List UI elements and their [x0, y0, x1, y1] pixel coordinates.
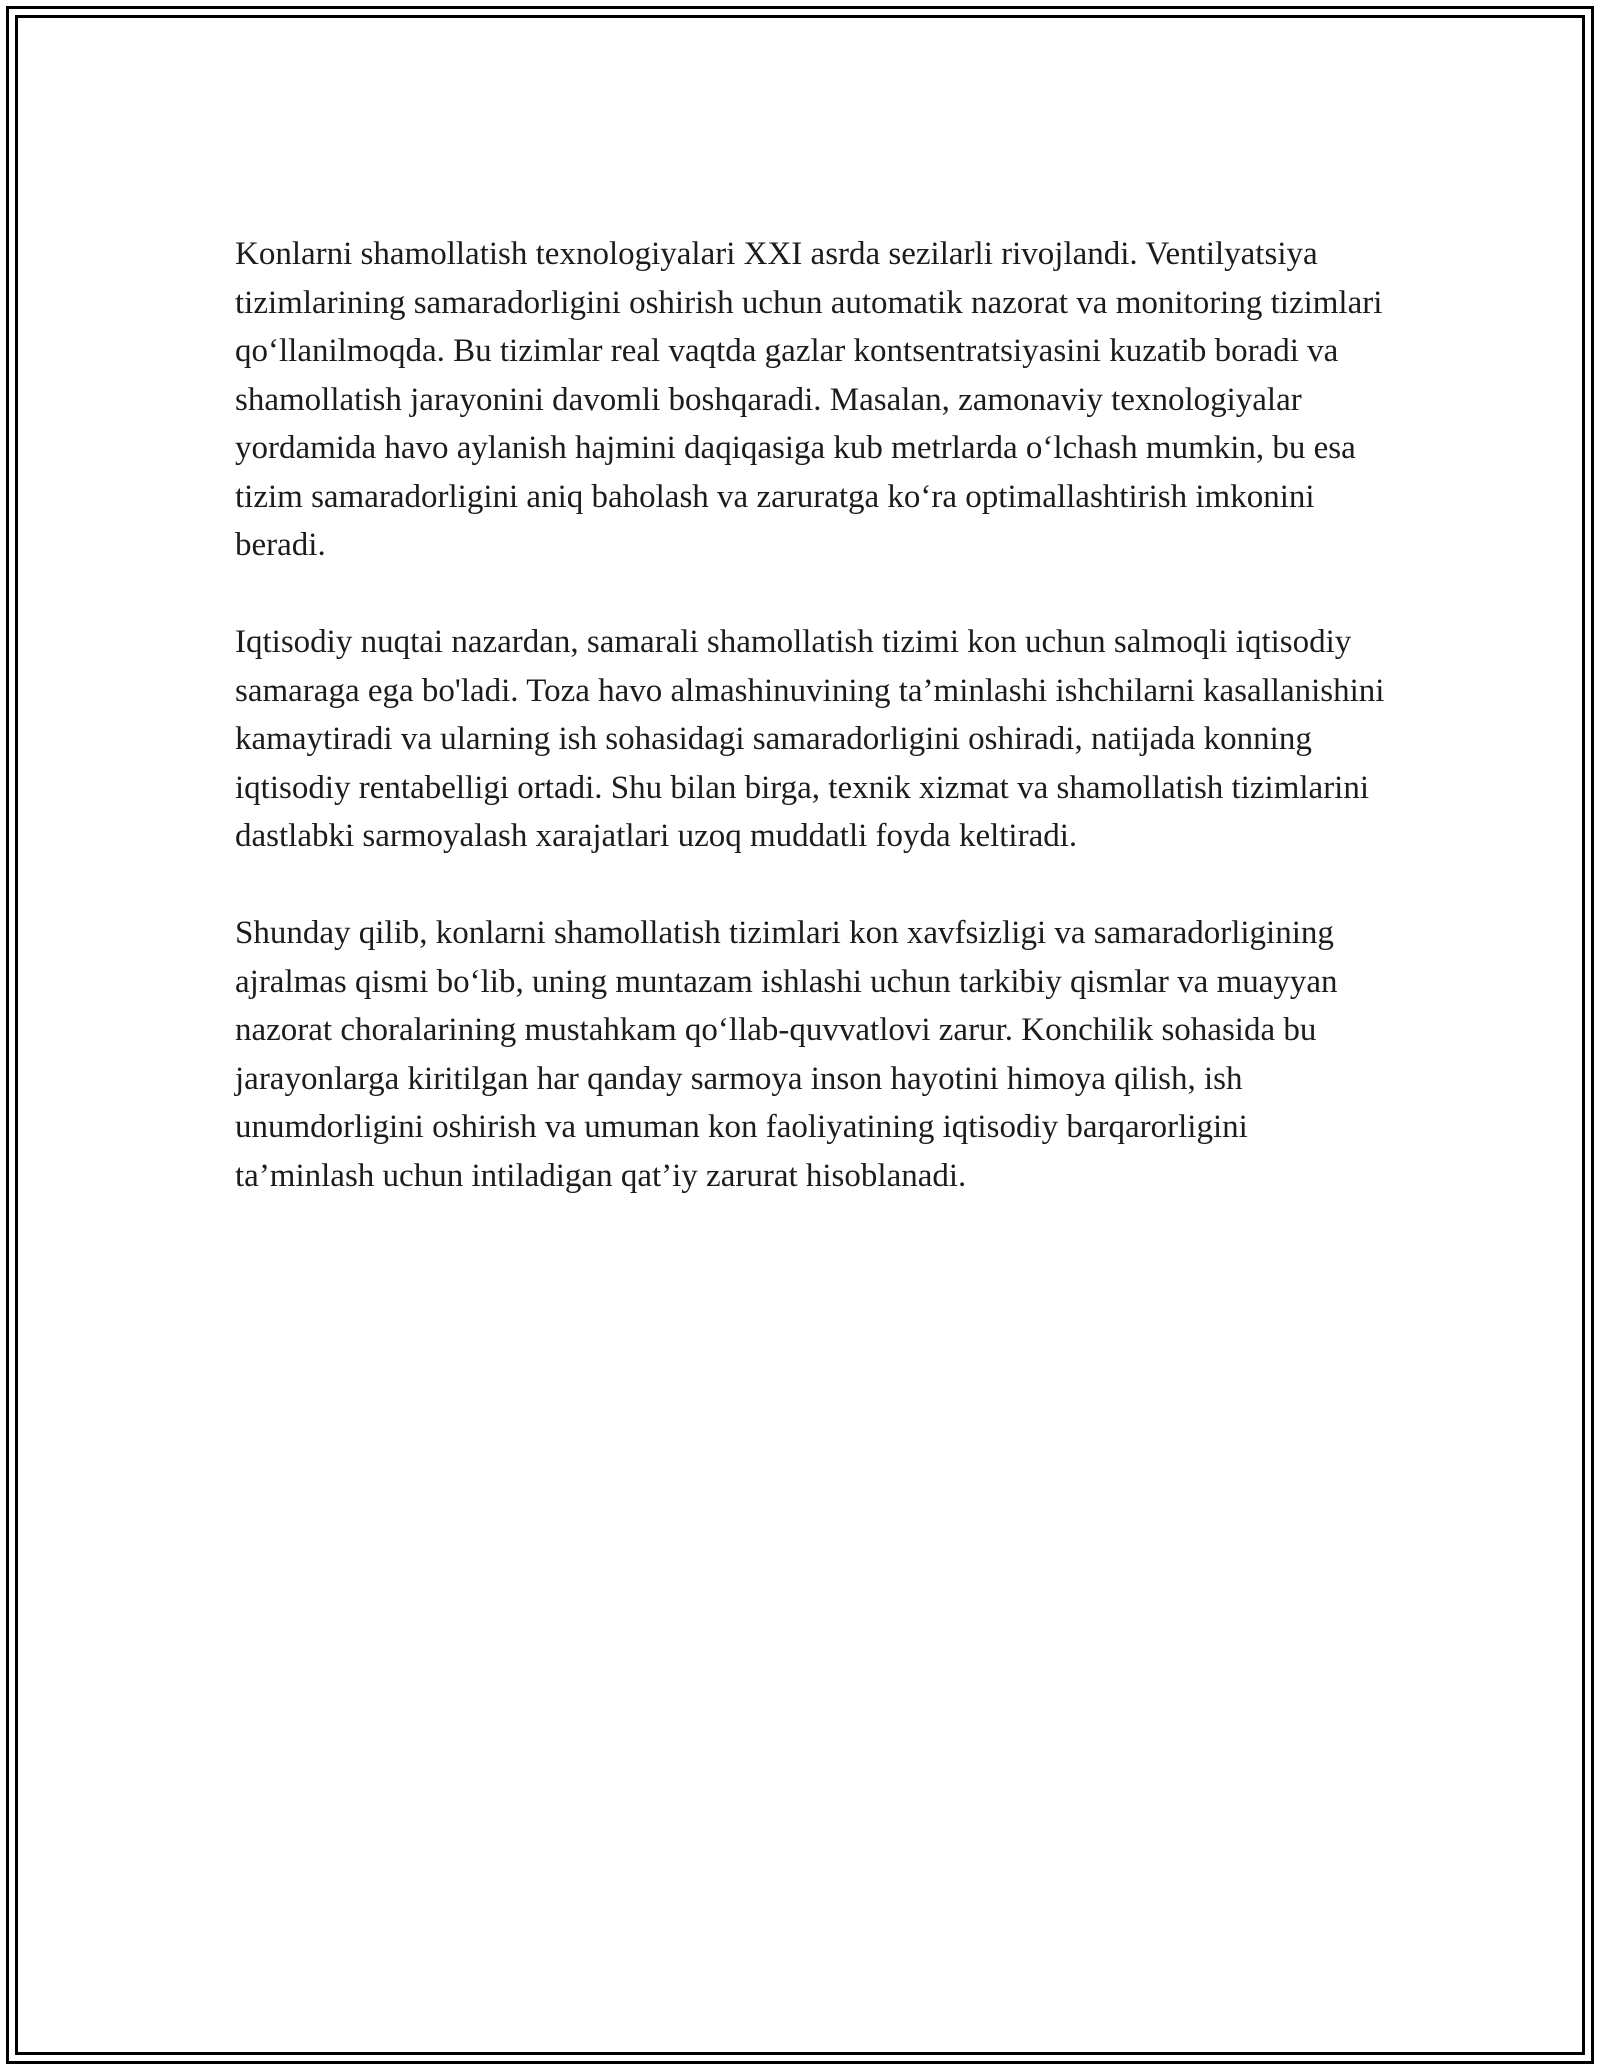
- paragraph-1: Konlarni shamollatish texnologiyalari XXI asrda sezilarli rivojlandi. Ventilyatsiya tizimlarining samaradorligini oshirish uchun automatik nazorat va monitoring tizimlari qo‘llanilmoqda. Bu tizimlar real vaqtda gazlar kontsentratsiyasini kuzatib boradi va shamollatish jarayonini davomli boshqaradi. Masalan, zamonaviy texnologiyalar yordamida havo aylanish hajmini daqiqasiga kub metrlarda o‘lchash mumkin, bu esa tizim samaradorligini aniq baholash va zaruratga ko‘ra optimallashtirish imkonini beradi.: [235, 236, 1383, 563]
- document-body: [235, 230, 1395, 1249]
- paragraph-3: Shunday qilib, konlarni shamollatish tizimlari kon xavfsizligi va samaradorligining ajralmas qismi bo‘lib, uning muntazam ishlashi uchun tarkibiy qismlar va muayyan nazorat choralarining mustahkam qo‘llab-quvvatlovi zarur. Konchilik sohasida bu jarayonlarga kiritilgan har qanday sarmoya inson hayotini himoya qilish, ish unumdorligini oshirish va umuman kon faoliyatining iqtisodiy barqarorligini ta’minlash uchun intiladigan qat’iy zarurat hisoblanadi.: [235, 915, 1338, 1194]
- paragraph-2: Iqtisodiy nuqtai nazardan, samarali shamollatish tizimi kon uchun salmoqli iqtisodiy samaraga ega bo'ladi. Toza havo almashinuvining ta’minlashi ishchilarni kasallanishini kamaytiradi va ularning ish sohasidagi samaradorligini oshiradi, natijada konning iqtisodiy rentabelligi ortadi. Shu bilan birga, texnik xizmat va shamollatish tizimlarini dastlabki sarmoyalash xarajatlari uzoq muddatli foyda keltiradi.: [235, 624, 1385, 854]
